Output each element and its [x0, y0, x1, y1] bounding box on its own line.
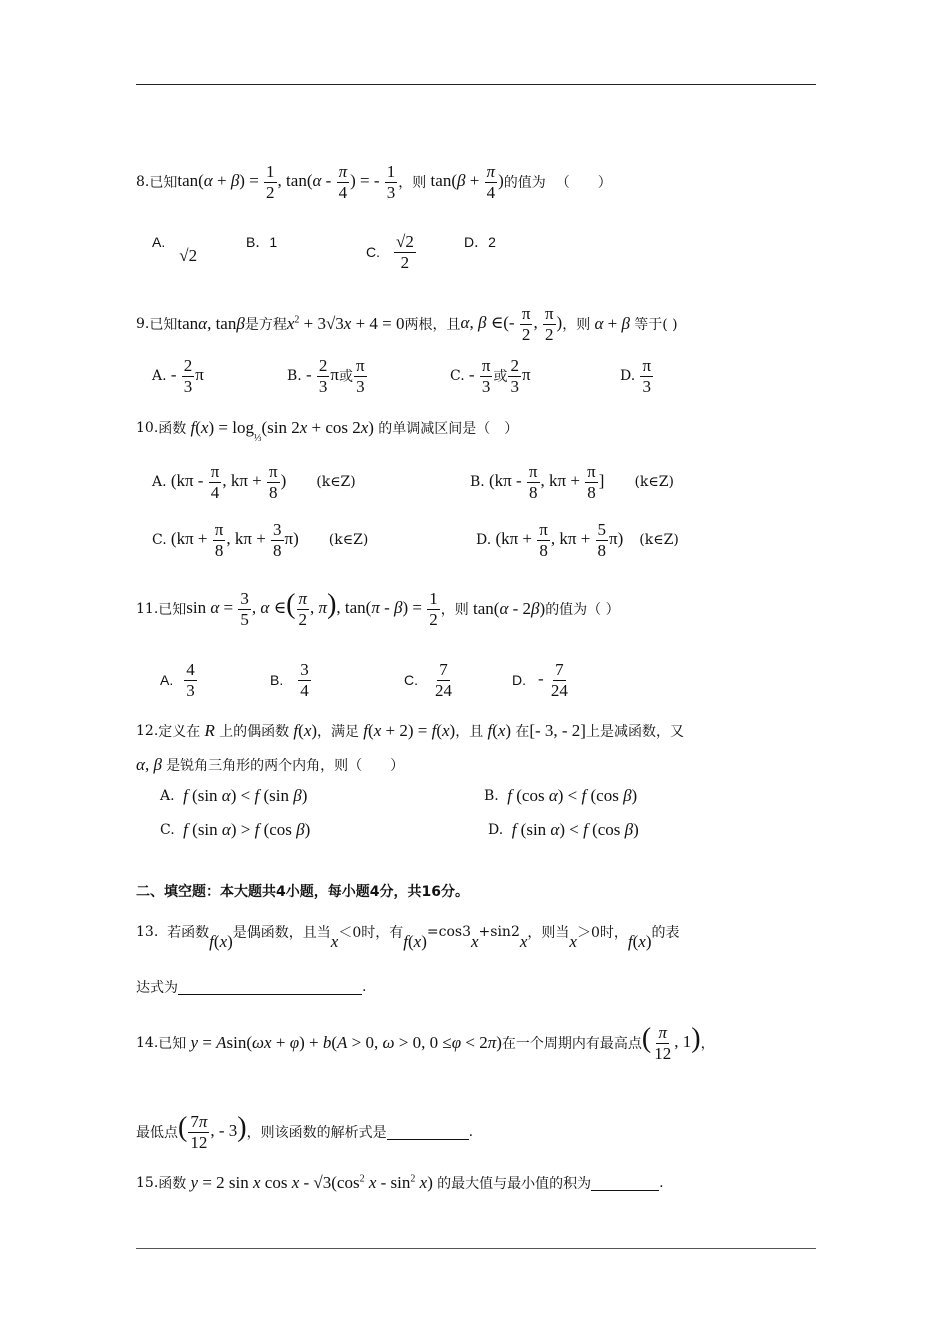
- header-rule: [136, 84, 816, 85]
- question-10: 10. 函数 $f(x) = \log_{\frac{1}{3}}(\sin$ 2x + cos 2x) 的单调减区间是（ ）: [136, 418, 519, 444]
- q12-option-a: A. f (sin α) < f (sin β): [160, 786, 308, 805]
- q10-option-b: B. (kπ - $\frac{\pi}{8}$ , kπ + $\frac{\pi}{8}$ ] (k∈Z): [470, 462, 674, 502]
- question-13: 13. 若函数 f(x) 是偶函数，且当 x ＜0时，有 f(x) =cos3 x +sin2 x ，则当 x ＞0时， f(x) 的表: [136, 924, 680, 951]
- question-14: 14. 已知 y = Asin(ωx + φ) + b(A > 0, ω > 0, 0 ≤φ < 2π) 在一个周期内有最高点 ( $\frac{\pi}{12}$ , 1) ，: [136, 1022, 715, 1063]
- q12-option-c: C. f (sin α) > f (cos β): [160, 820, 311, 839]
- question-13-line2: 达式为 .: [136, 979, 367, 996]
- footer-rule: [136, 1248, 816, 1249]
- q13-answer-blank[interactable]: [178, 980, 362, 995]
- question-15: 15. 函数 y = 2 sin x cos x - $√3(\cos^2$ x - $\sin^2 x$) 的最大值与最小值的积为 .: [136, 1173, 664, 1192]
- q15-answer-blank[interactable]: [591, 1176, 659, 1191]
- question-11: 11. 已知 sin α = $\frac{3}{5}$ , α ∈( $\frac{\pi}{2}$ , π), tan(π - β) = $\frac{1}{2}$ ，则 tan(α - 2β) 的值为（ ）: [136, 588, 620, 629]
- q11-option-b: B. $\frac{3}{4}$: [270, 660, 309, 700]
- q9-option-c: C. - $\frac{\pi}{3}$ 或 $\frac{2}{3}$ π: [450, 356, 531, 396]
- q12-option-d: D. f (sin α) < f (cos β): [488, 820, 639, 839]
- q8-option-d: D．2: [464, 234, 496, 250]
- q9-option-d: D. $\frac{\pi}{3}$: [620, 356, 652, 396]
- q11-option-a: A. $\frac{4}{3}$: [160, 660, 195, 700]
- q10-option-a: A. (kπ - $\frac{\pi}{4}$ , kπ + $\frac{\pi}{8}$ ) (k∈Z): [152, 462, 356, 502]
- q8-option-b: B．1: [246, 234, 278, 250]
- question-8: 8. 已知 tan(α + β) = $\frac{1}{2}$ , tan(α - $\frac{\pi}{4}$ ) = - $\frac{1}{3}$ ，则 tan(β + $\frac{\pi}{4}$ ) 的值为 （ ）: [136, 161, 612, 202]
- question-9: 9. 已知 tanα, tanβ 是方程 $x^2 + 3√3x + 4 = 0$ 两根，且 α, β ∈(- $\frac{\pi}{2}$ , $\frac{\pi}{2}$ ) ，则 α + β 等于( ): [136, 303, 678, 344]
- q9-option-a: A. - $\frac{2}{3}$ π: [152, 356, 204, 396]
- q10-option-c: C. (kπ + $\frac{\pi}{8}$ , kπ + $\frac{3}{8}$ π) (k∈Z): [152, 520, 369, 560]
- q10-option-d: D. (kπ + $\frac{\pi}{8}$ , kπ + $\frac{5}{8}$ π) (k∈Z): [476, 520, 679, 560]
- q9-option-b: B. - $\frac{2}{3}$ π 或 $\frac{\pi}{3}$: [287, 356, 365, 396]
- question-12-line2: α, β 是锐角三角形的两个内角，则（ ）: [136, 755, 405, 774]
- q11-option-d: D. - $\frac{7}{24}$: [512, 660, 568, 700]
- q14-answer-blank[interactable]: [387, 1125, 469, 1140]
- q11-option-c: C. $\frac{7}{24}$: [404, 660, 452, 700]
- q8-option-a: A. √2: [152, 234, 198, 265]
- section-2-heading: 二、填空题：本大题共4小题，每小题4分，共16分。: [136, 884, 469, 900]
- q8-option-c: C. $\frac{√2}{2}$: [366, 232, 414, 272]
- q12-option-b: B. f (cos α) < f (cos β): [484, 786, 638, 805]
- question-12-line1: 12. 定义在 R 上的偶函数 f(x) ，满足 f(x + 2) = f(x) ，且 f(x) 在 [- 3, - 2] 上是减函数，又: [136, 721, 684, 740]
- q8-formula: tan(α + β) = $\frac{1}{2}$ , tan(α - $\frac{\pi}{4}$ ) = - $\frac{1}{3}$: [177, 161, 396, 202]
- question-14-line2: 最低点 ( $\frac{7\pi}{12}$ , - 3) ，则该函数的解析式是 .: [136, 1111, 474, 1152]
